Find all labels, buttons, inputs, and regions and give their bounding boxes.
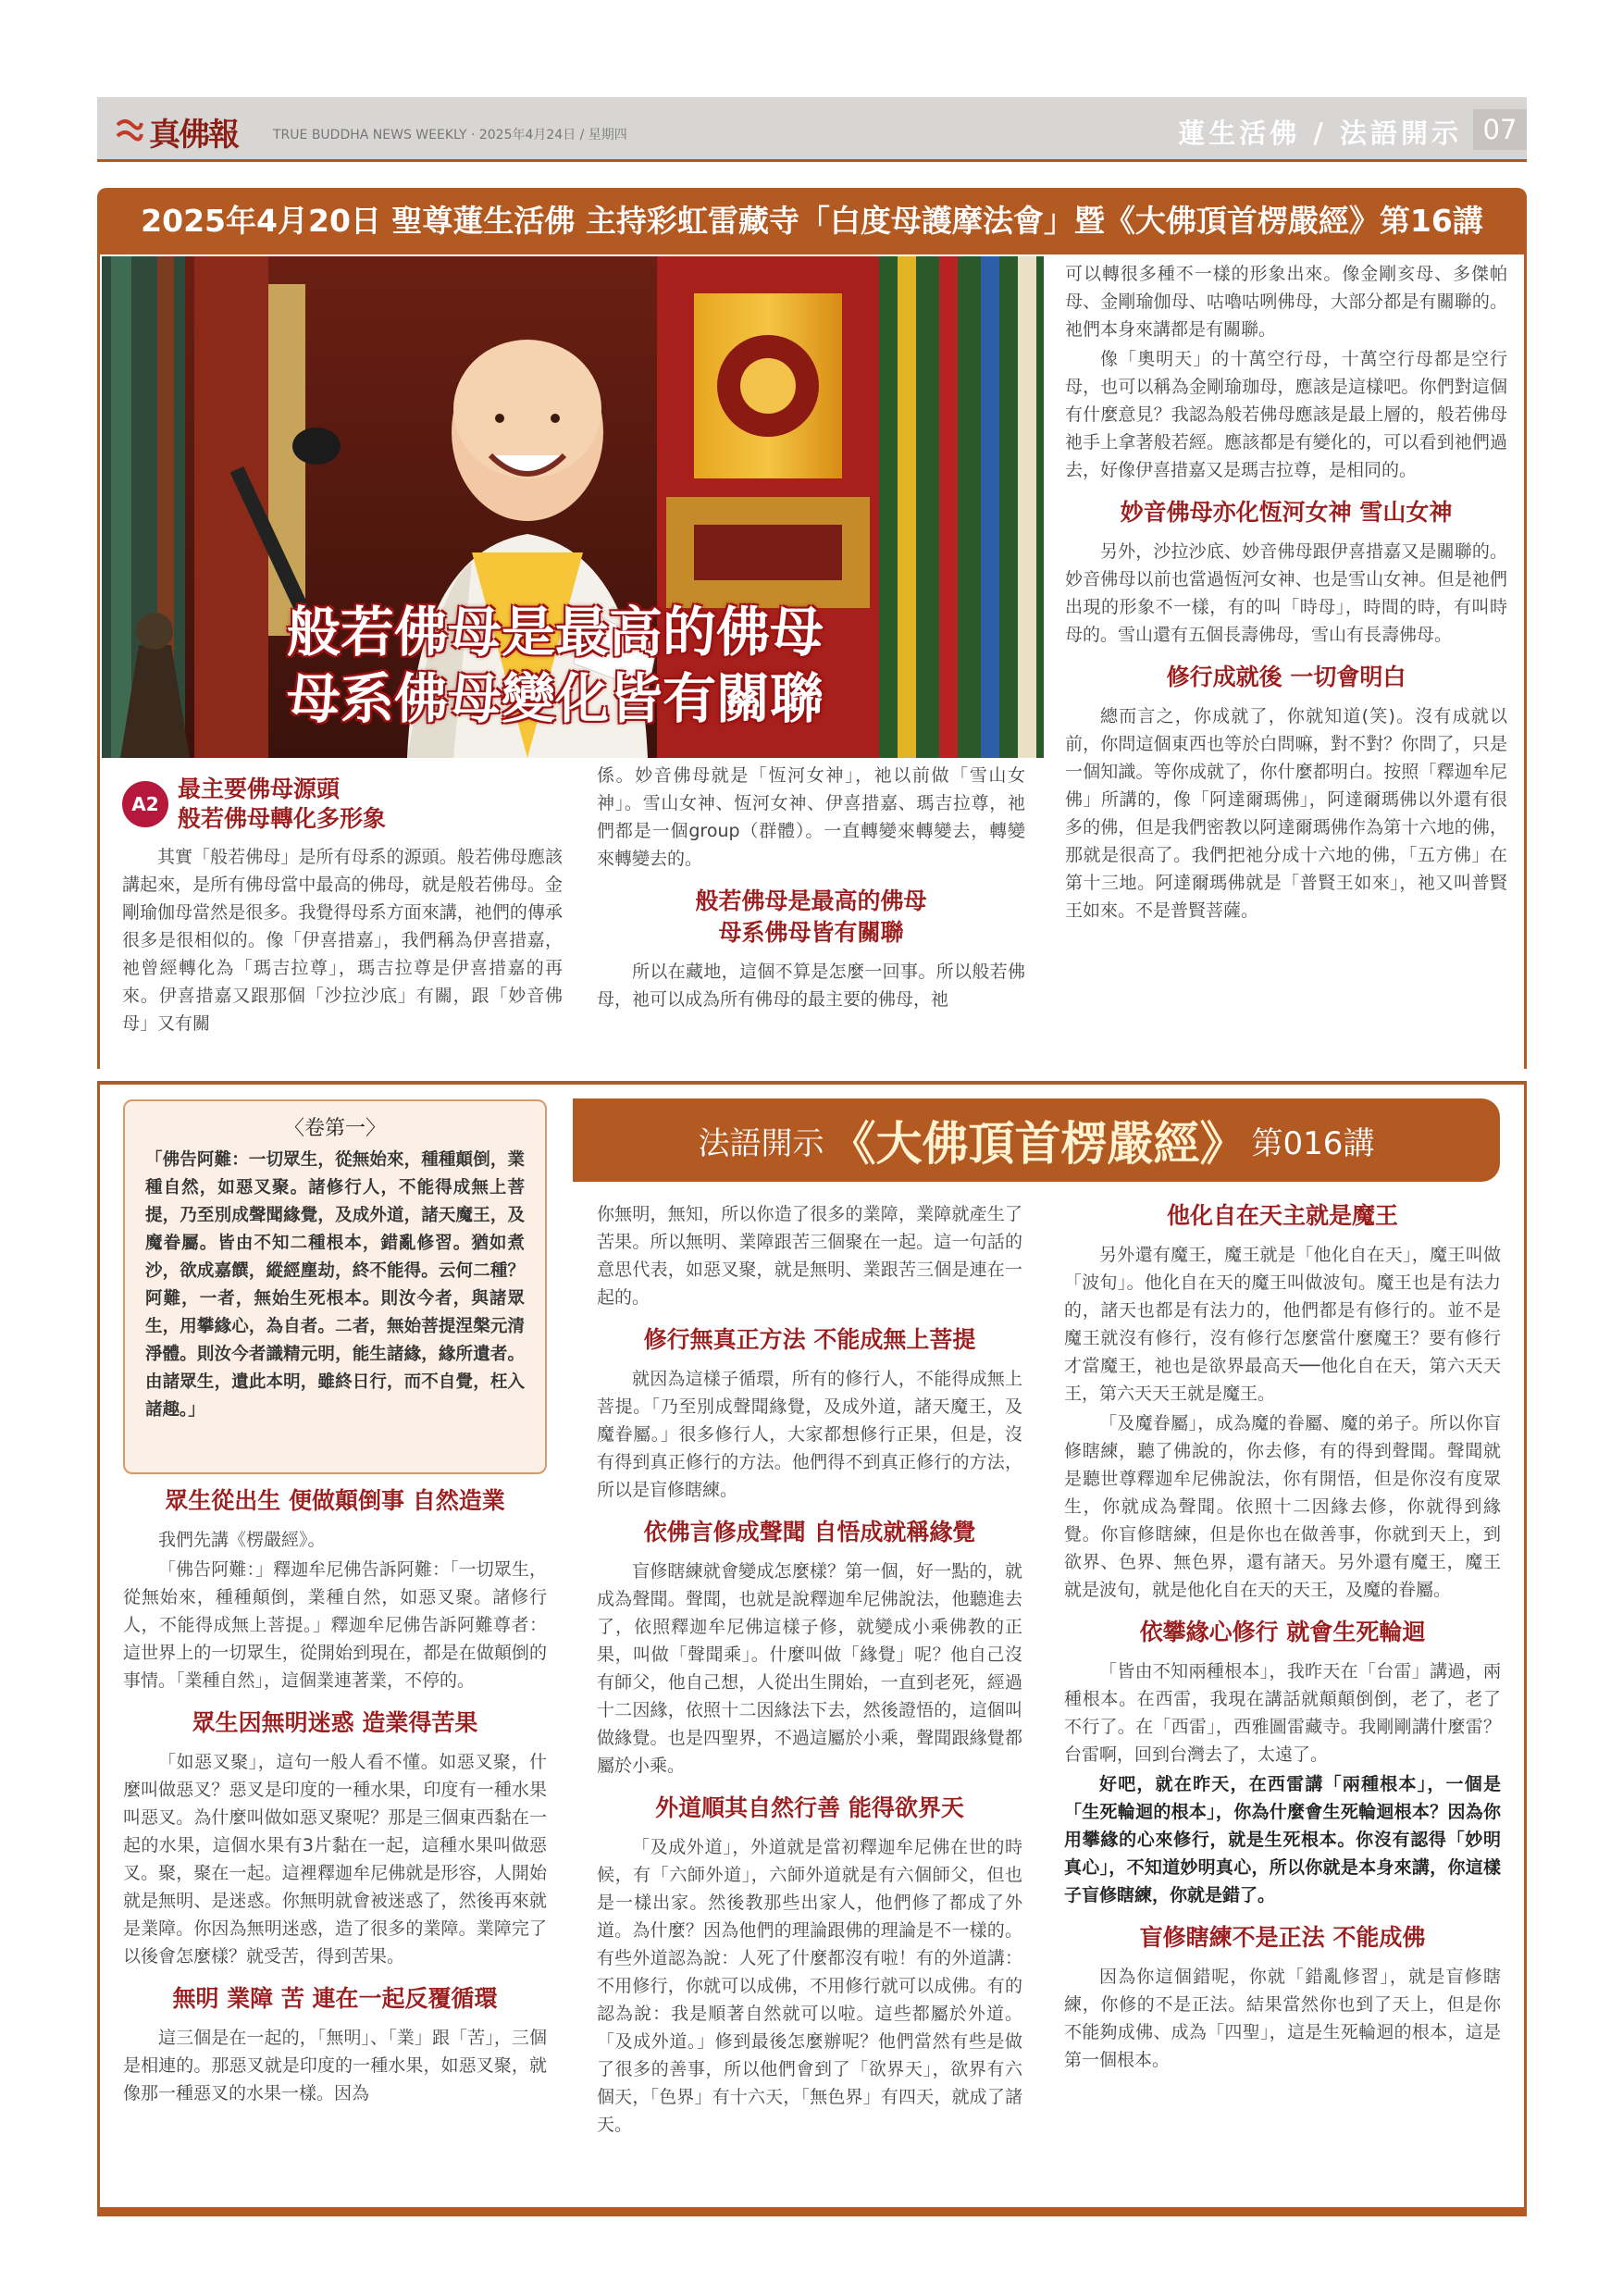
article-col-1	[122, 762, 563, 1067]
subheading: 外道順其自然行善 能得欲界天	[655, 1794, 964, 1821]
quote-text: 「佛告阿難：一切眾生，從無始來，種種顛倒，業種自然，如惡叉聚。諸修行人，不能得成無上菩提，乃至別成聲聞緣覺，及成外道，諸天魔王，及魔眷屬。皆由不知二種根本，錯亂修習。猶如煮沙，欲成嘉饌，縱經塵劫，終不能得。云何二種？阿難，一者，無始生死根本。則汝今者，與諸眾生，用攀緣心，為自者。二者，無始菩提涅槃元清淨體。則汝今者識精元明，能生諸緣，緣所遺者。由諸眾生，遺此本明，雖終日行，而不自覺，枉入諸趣。」	[145, 1150, 525, 1420]
paragraph: 「佛告阿難：」釋迦牟尼佛告訴阿難：「一切眾生，從無始來，種種顛倒，業種自然，如惡叉聚。諸修行人，不能得成無上菩提。」釋迦牟尼佛告訴阿難尊者：這世界上的一切眾生，從開始到現在，都是在做顛倒的事情。「業種自然」，這個業連著業，不停的。	[123, 1559, 547, 1691]
section-divider	[97, 1081, 1527, 1085]
masthead-tagline: TRUE BUDDHA NEWS WEEKLY · 2025年4月24日 / 星期四	[273, 128, 627, 143]
paragraph: 所以在藏地，這個不算是怎麼一回事。所以般若佛母，祂可以成為所有佛母的最主要的佛母，祂	[597, 962, 1025, 1010]
top-article	[97, 254, 1527, 1069]
subhead-line1: 般若佛母是最高的佛母	[695, 887, 927, 914]
section-title: 蓮生活佛 / 法語開示	[1178, 118, 1462, 149]
headline-line1: 般若佛母是最高的佛母	[287, 601, 824, 664]
masthead	[97, 97, 1527, 162]
subheading: 眾生從出生 便做顛倒事 自然造業	[165, 1487, 505, 1514]
bottom-col-2	[597, 1200, 1022, 2204]
bottom-col-3	[1064, 1200, 1501, 2204]
sutra-lecture-number: 第016講	[1251, 1124, 1375, 1162]
newspaper-page	[97, 97, 1527, 2216]
paragraph: 這三個是在一起的，「無明」、「業」跟「苦」，三個是相連的。那惡叉就是印度的一種水果，如惡叉聚，就像那一種惡叉的水果一樣。因為	[123, 2028, 547, 2104]
paragraph: 係。妙音佛母就是「恆河女神」，祂以前做「雪山女神」。雪山女神、恆河女神、伊喜措嘉、瑪吉拉尊，祂們都是一個group（群體）。一直轉變來轉變去，轉變來轉變去的。	[597, 765, 1025, 869]
sutra-name: 《大佛頂首楞嚴經》	[829, 1116, 1246, 1171]
paragraph: 另外還有魔王，魔王就是「他化自在天」，魔王叫做「波旬」。他化自在天的魔王叫做波旬。魔王也是有法力的，諸天也都是有法力的，他們都是有修行的。並不是魔王就沒有修行，沒有修行怎麼當什麼魔王？要有修行才當魔王，祂也是欲界最高天──他化自在天，第六天天王，第六天天王就是魔王。	[1064, 1245, 1501, 1404]
paragraph: 另外，沙拉沙底、妙音佛母跟伊喜措嘉又是關聯的。妙音佛母以前也當過恆河女神、也是雪山女神。但是祂們出現的形象不一樣，有的叫「時母」，時間的時，有叫時母的。雪山還有五個長壽佛母，雪山有長壽佛母。	[1065, 541, 1507, 645]
paragraph: 因為你這個錯呢，你就「錯亂修習」，就是盲修瞎練，你修的不是正法。結果當然你也到了天上，但是你不能夠成佛、成為「四聖」，這是生死輪迴的根本，這是第一個根本。	[1064, 1967, 1501, 2070]
page-number: 07	[1473, 109, 1527, 150]
quote-title: 〈卷第一〉	[283, 1117, 386, 1140]
paragraph: 其實「般若佛母」是所有母系的源頭。般若佛母應該講起來，是所有佛母當中最高的佛母，就是般若佛母。金剛瑜伽母當然是很多。我覺得母系方面來講，祂們的傳承很多是很相似的。像「伊喜措嘉」，我們稱為伊喜措嘉，祂曾經轉化為「瑪吉拉尊」，瑪吉拉尊是伊喜措嘉的再來。伊喜措嘉又跟那個「沙拉沙底」有關，跟「妙音佛母」又有關	[122, 847, 563, 1034]
subheading: 無明 業障 苦 連在一起反覆循環	[172, 1985, 498, 2012]
bottom-col-1	[123, 1485, 547, 2203]
logo-wave-icon	[116, 116, 143, 147]
paragraph: 「及魔眷屬」，成為魔的眷屬、魔的弟子。所以你盲修瞎練，聽了佛說的，你去修，有的得到聲聞。聲聞就是聽世尊釋迦牟尼佛說法，你有開悟，但是你沒有度眾生，你就成為聲聞。依照十二因緣去修，你就得到緣覺。你盲修瞎練，但是你也在做善事，你就到天上，到欲界、色界、無色界，還有諸天。另外還有魔王，魔王就是波旬，就是他化自在天的天王，及魔的眷屬。	[1064, 1413, 1501, 1600]
article-col-2	[597, 762, 1025, 1067]
event-banner: 2025年4月20日 聖尊蓮生活佛 主持彩虹雷藏寺「白度母護摩法會」暨《大佛頂首楞嚴經》第16講	[97, 188, 1527, 254]
headline-line2: 母系佛母變化皆有關聯	[287, 667, 824, 730]
subheading: 依攀緣心修行 就會生死輪迴	[1139, 1619, 1426, 1645]
paragraph-emphasis: 好吧，就在昨天，在西雷講「兩種根本」，一個是「生死輪迴的根本」，你為什麼會生死輪迴根本？因為你用攀緣的心來修行，就是生死根本。你沒有認得「妙明真心」，不知道妙明真心，所以你就是本身來講，你這樣子盲修瞎練，你就是錯了。	[1064, 1774, 1501, 1905]
subheading: 他化自在天主就是魔王	[1166, 1202, 1398, 1229]
article-col-3	[1065, 260, 1507, 1065]
paragraph: 「如惡叉聚」，這句一般人看不懂。如惡叉聚，什麼叫做惡叉？惡叉是印度的一種水果，印度有一種水果叫惡叉。為什麼叫做如惡叉聚呢？那是三個東西黏在一起的水果，這個水果有3片黏在一起，這種水果叫做惡叉。聚，聚在一起。這裡釋迦牟尼佛就是形容，人開始就是無明、是迷惑。你無明就會被迷惑了，然後再來就是業障。你因為無明迷惑，造了很多的業障。業障完了以後會怎麼樣？就受苦，得到苦果。	[123, 1752, 547, 1967]
subheading: 盲修瞎練不是正法 不能成佛	[1139, 1924, 1426, 1951]
logo-text: 真佛報	[149, 116, 238, 154]
sutra-prefix: 法語開示	[698, 1124, 824, 1162]
paragraph: 像「奧明天」的十萬空行母，十萬空行母都是空行母，也可以稱為金剛瑜珈母，應該是這樣吧。你們對這個有什麼意見？我認為般若佛母應該是最上層的，般若佛母祂手上拿著般若經。應該都是有變化的，可以看到祂們過去，好像伊喜措嘉又是瑪吉拉尊，是相同的。	[1065, 349, 1507, 480]
sutra-quote-box	[123, 1099, 547, 1474]
subhead-line2: 母系佛母皆有關聯	[718, 919, 904, 946]
paragraph: 「及成外道」，外道就是當初釋迦牟尼佛在世的時候，有「六師外道」，六師外道就是有六個師父，但也是一樣出家。然後教那些出家人，他們修了都成了外道。為什麼？因為他們的理論跟佛的理論是不一樣的。有些外道認為說：人死了什麼都沒有啦！有的外道講：不用修行，你就可以成佛，不用修行就可以成佛。有的認為說：我是順著自然就可以啦。這些都屬於外道。「及成外道。」修到最後怎麼辦呢？他們當然有些是做了很多的善事，所以他們會到了「欲界天」，欲界有六個天，「色界」有十六天，「無色界」有四天，就成了諸天。	[597, 1837, 1022, 2135]
subheading: 依佛言修成聲聞 自悟成就稱緣覺	[643, 1519, 976, 1545]
paragraph: 我們先講《楞嚴經》。	[158, 1530, 326, 1550]
paragraph: 可以轉很多種不一樣的形象出來。像金剛亥母、多傑帕母、金剛瑜伽母、咕嚕咕咧佛母，大部分都是有關聯的。祂們本身來講都是有關聯。	[1065, 264, 1507, 340]
subheading: 眾生因無明迷惑 造業得苦果	[192, 1709, 478, 1736]
paragraph: 盲修瞎練就會變成怎麼樣？第一個，好一點的，就成為聲聞。聲聞，也就是說釋迦牟尼佛說法，他聽進去了，依照釋迦牟尼佛這樣子修，就變成小乘佛教的正果，叫做「聲聞乘」。什麼叫做「緣覺」呢？他自己沒有師父，他自己想，人從出生開始，一直到老死，經過十二因緣，依照十二因緣法下去，然後證悟的，這個叫做緣覺。也是四聖界，不過這屬於小乘，聲聞跟緣覺都屬於小乘。	[597, 1561, 1022, 1776]
subheading: 妙音佛母亦化恆河女神 雪山女神	[1120, 499, 1453, 526]
a2-badge: A2	[122, 781, 168, 827]
subheading: 修行無真正方法 不能成無上菩提	[643, 1326, 976, 1353]
paragraph: 你無明，無知，所以你造了很多的業障，業障就產生了苦果。所以無明、業障跟苦三個聚在一起。這一句話的意思代表，如惡叉聚，就是無明、業跟苦三個是連在一起的。	[597, 1204, 1022, 1308]
sutra-title-banner	[573, 1098, 1500, 1182]
paragraph: 「皆由不知兩種根本」，我昨天在「台雷」講過，兩種根本。在西雷，我現在講話就顛顛倒倒，老了，老了不行了。在「西雷」，西雅圖雷藏寺。我剛剛講什麼雷？台雷啊，回到台灣去了，太遠了。	[1064, 1661, 1501, 1765]
paragraph: 就因為這樣子循環，所有的修行人，不能得成無上菩提。「乃至別成聲聞緣覺，及成外道，諸天魔王，及魔眷屬。」很多修行人，大家都想修行正果，但是，沒有得到真正修行的方法。他們得不到真正修行的方法，所以是盲修瞎練。	[597, 1369, 1022, 1500]
subhead-line2: 般若佛母轉化多形象	[178, 805, 387, 832]
logo	[116, 112, 273, 154]
section-header-a2	[122, 775, 563, 834]
subheading: 修行成就後 一切會明白	[1166, 664, 1406, 690]
lead-photo	[102, 256, 1044, 758]
paragraph: 總而言之，你成就了，你就知道(笑)。沒有成就以前，你問這個東西也等於白問嘛，對不對？你問了，只是一個知識。等你成就了，你什麼都明白。按照「釋迦牟尼佛」所講的，像「阿達爾瑪佛」，阿達爾瑪佛以外還有很多的佛，但是我們密教以阿達爾瑪佛作為第十六地的佛，那就是很高了。我們把祂分成十六地的佛，「五方佛」在第十三地。阿達爾瑪佛就是「普賢王如來」，祂又叫普賢王如來。不是普賢菩薩。	[1065, 706, 1507, 921]
subhead-line1: 最主要佛母源頭	[178, 776, 341, 802]
main-headline	[287, 599, 824, 732]
subheading	[597, 886, 1025, 949]
